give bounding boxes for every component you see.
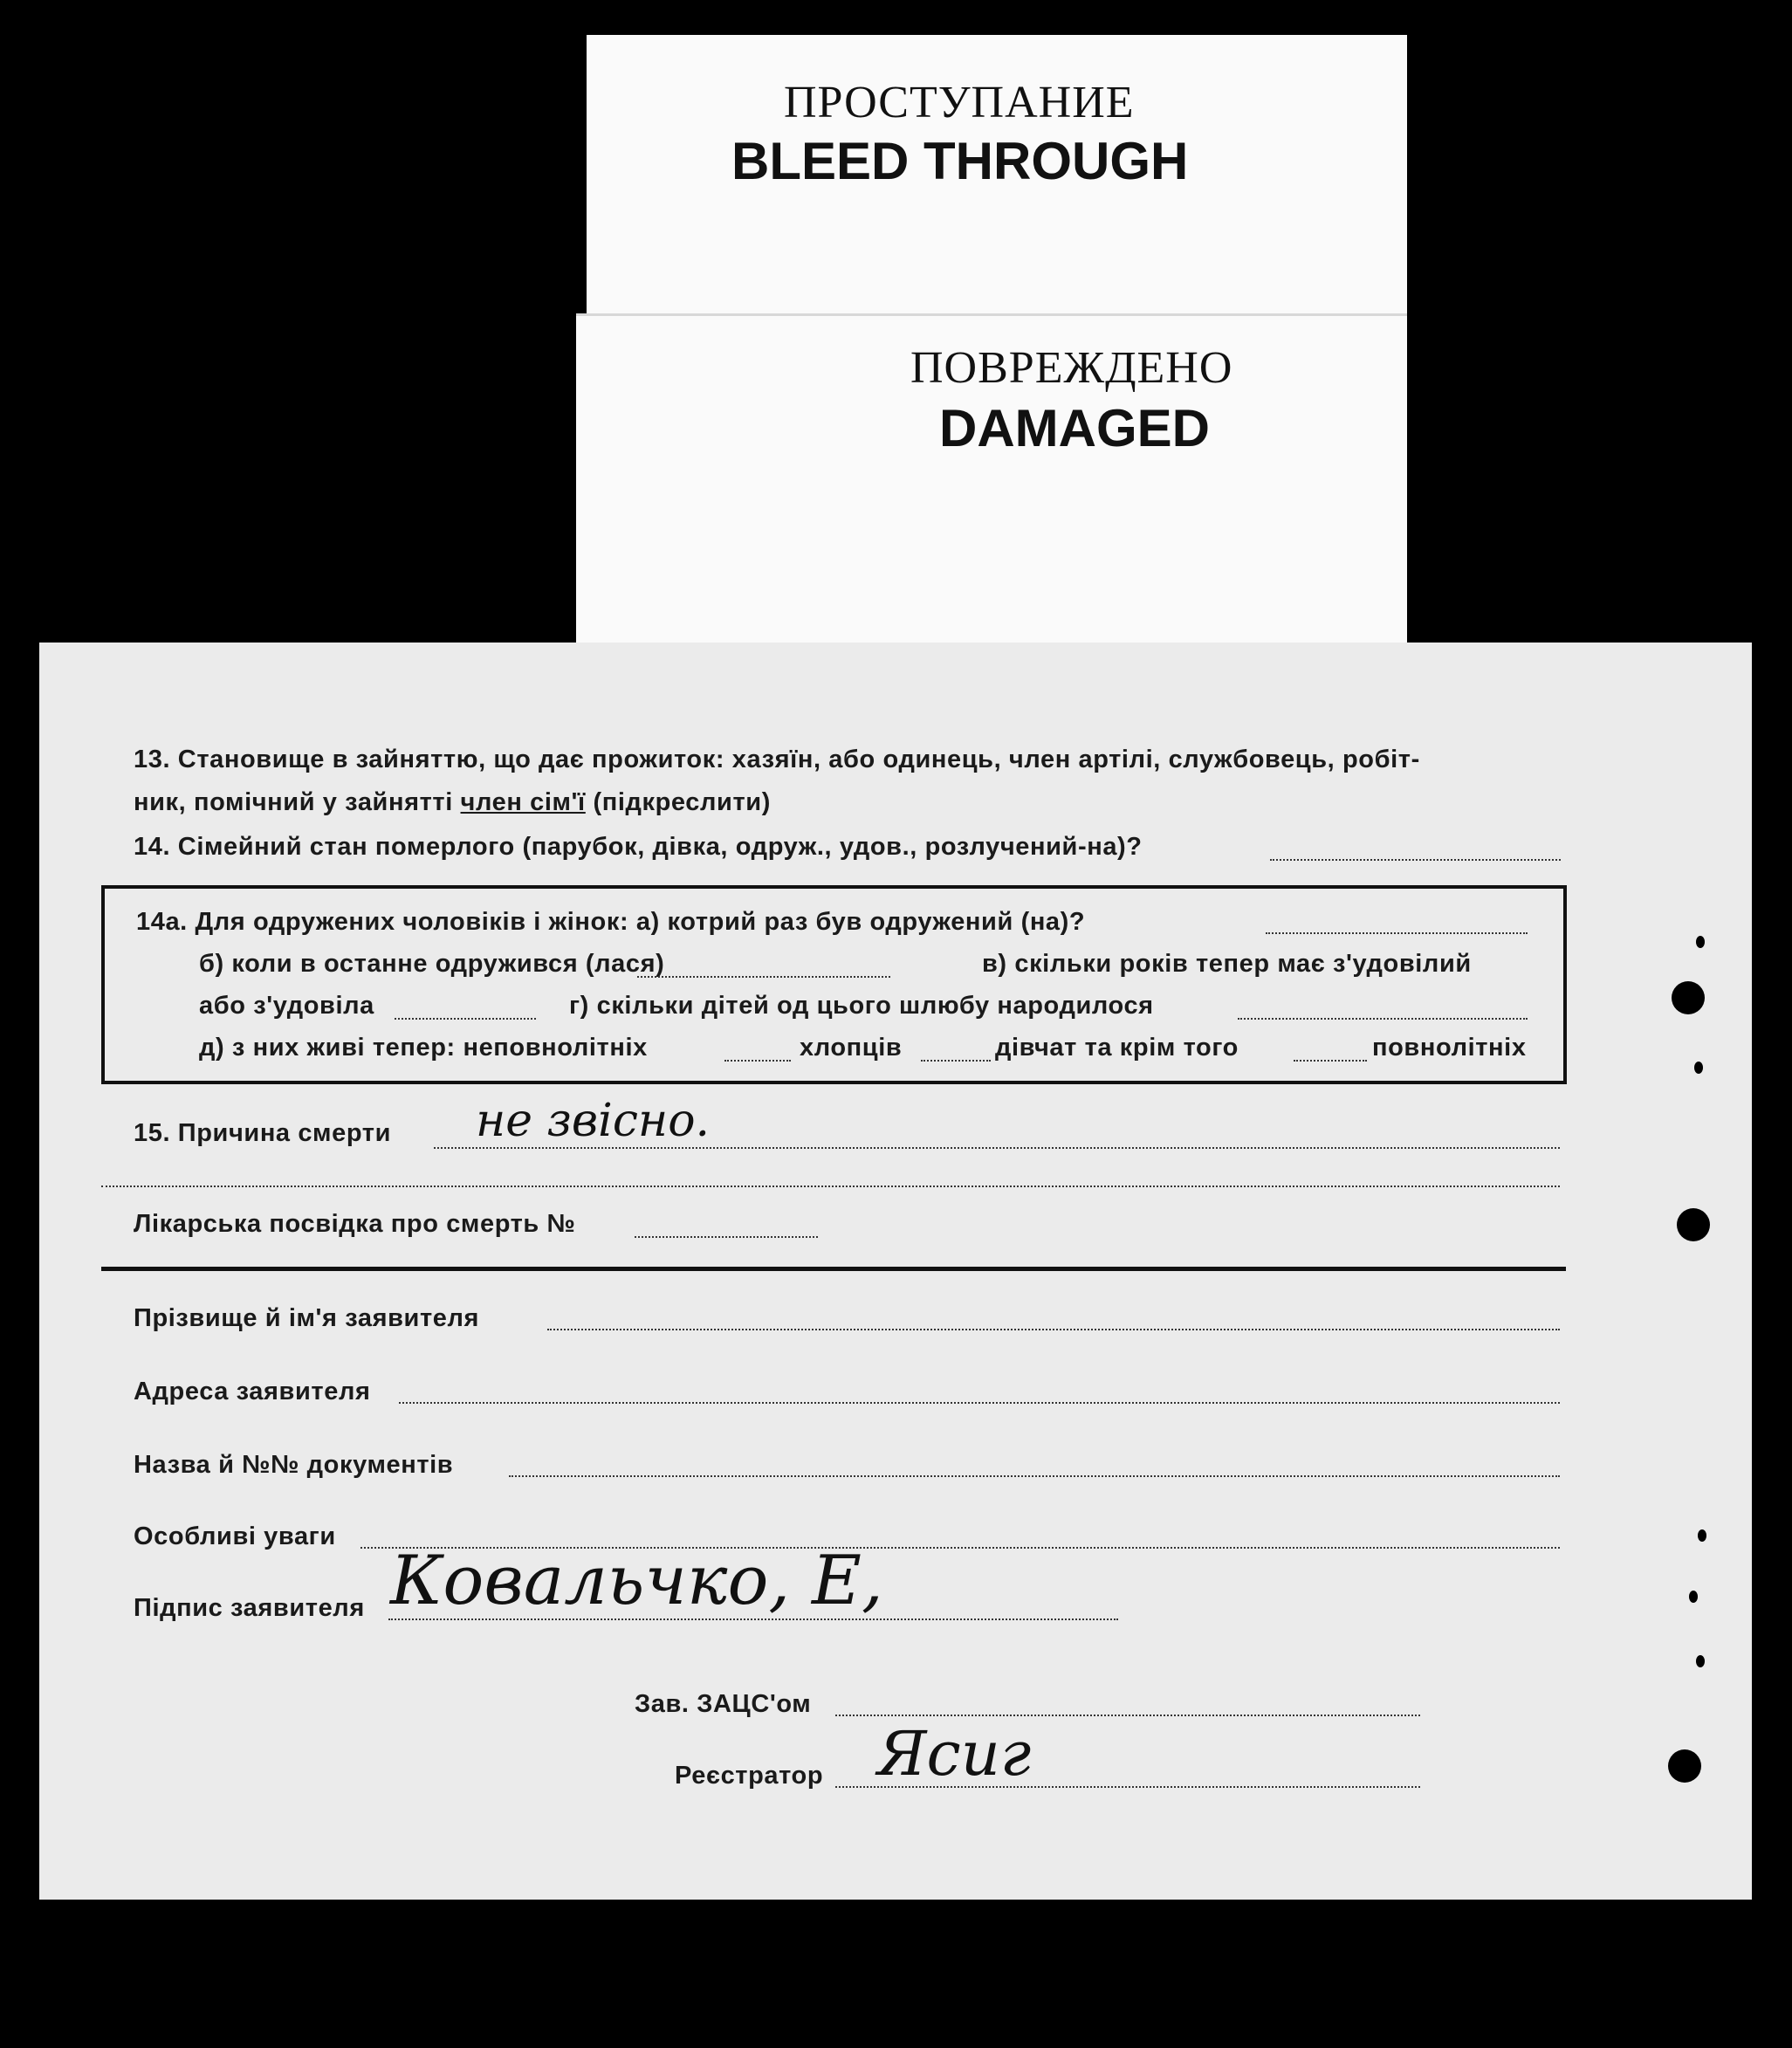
bleed-through-label-ru: ПРОСТУПАНИЕ [784, 78, 1135, 127]
item-13-line-1: 13. Становище в зайняттю, що дає прожиток: хазяїн, або одинець, член артілі, службовець, робіт- [134, 746, 1420, 773]
applicant-signature-label: Підпис заявителя [134, 1594, 365, 1622]
bleed-through-label-en: BLEED THROUGH [731, 132, 1189, 190]
damaged-label-en: DAMAGED [939, 399, 1210, 457]
item-14a-line-4d: повнолітніх [1372, 1034, 1527, 1062]
item-14a-field-boys [921, 1060, 991, 1062]
item-14a-line-4b: хлопців [800, 1034, 903, 1062]
speck [1698, 1529, 1706, 1542]
registrar-signature-handwriting: Ясиг [877, 1718, 1032, 1790]
item-14a-field-girls [1294, 1060, 1367, 1062]
item-14a-line-3a: або з'удовіла [199, 992, 374, 1020]
item-13-selected-option: член сім'ї [460, 788, 586, 816]
punch-hole [1677, 1208, 1710, 1241]
registrar-label: Реєстратор [675, 1762, 824, 1790]
item-14a-field-minors [724, 1060, 791, 1062]
head-of-office-field [835, 1715, 1420, 1716]
item-15-field-continued [101, 1186, 1560, 1187]
item-14a-field-widow [395, 1018, 536, 1020]
documents-label: Назва й №№ документів [134, 1451, 454, 1479]
medical-certificate-label: Лікарська посвідка про смерть № [134, 1210, 576, 1238]
item-14a-line-3b: г) скільки дітей од цього шлюбу народилося [569, 992, 1154, 1020]
cause-of-death-handwriting: не звісно. [476, 1095, 711, 1147]
bleed-through-notice [587, 35, 1407, 323]
item-14a-line-2a: б) коли в останне одружився (лася) [199, 950, 665, 978]
medical-certificate-field [635, 1236, 818, 1238]
punch-hole [1672, 981, 1705, 1014]
speck [1696, 1655, 1705, 1667]
applicant-name-field [547, 1329, 1560, 1330]
item-13-suffix: (підкреслити) [585, 788, 771, 816]
applicant-signature-handwriting: Ковальчко, Е, [390, 1542, 883, 1620]
applicant-address-label: Адреса заявителя [134, 1378, 371, 1405]
section-divider [101, 1267, 1566, 1271]
speck [1696, 936, 1705, 948]
documents-field [509, 1475, 1560, 1477]
item-13-prefix: ник, помічний у зайнятті [134, 788, 461, 816]
item-14a-line-4c: дівчат та крім того [995, 1034, 1239, 1062]
item-14a-field-children [1238, 1018, 1528, 1020]
speck [1694, 1062, 1703, 1074]
applicant-name-label: Прізвище й ім'я заявителя [134, 1304, 480, 1332]
damaged-notice [576, 316, 1407, 646]
item-14a-line-1: 14а. Для одружених чоловіків і жінок: а) котрий раз був одружений (на)? [136, 908, 1086, 936]
head-of-office-label: Зав. ЗАЦС'ом [635, 1690, 812, 1718]
punch-hole [1668, 1749, 1701, 1783]
speck [1689, 1591, 1698, 1603]
item-15-label: 15. Причина смерти [134, 1119, 391, 1147]
item-14-label: 14. Сімейний стан померлого (парубок, дівка, одруж., удов., розлучений-на)? [134, 833, 1143, 861]
item-14a-field-b [637, 976, 890, 978]
item-14-field [1270, 859, 1561, 861]
special-notes-label: Особливі уваги [134, 1522, 336, 1550]
item-14a-line-2b: в) скільки років тепер має з'удовілий [982, 950, 1472, 978]
death-record-form [39, 643, 1752, 1900]
item-13-line-2 [134, 788, 771, 817]
damaged-label-ru: ПОВРЕЖДЕНО [910, 343, 1233, 393]
item-14a-line-4a: д) з них живі тепер: неповнолітніх [199, 1034, 648, 1062]
applicant-address-field [399, 1402, 1560, 1404]
item-15-field [434, 1147, 1560, 1149]
item-14a-box [101, 885, 1567, 1084]
item-14a-field-a [1266, 932, 1528, 934]
